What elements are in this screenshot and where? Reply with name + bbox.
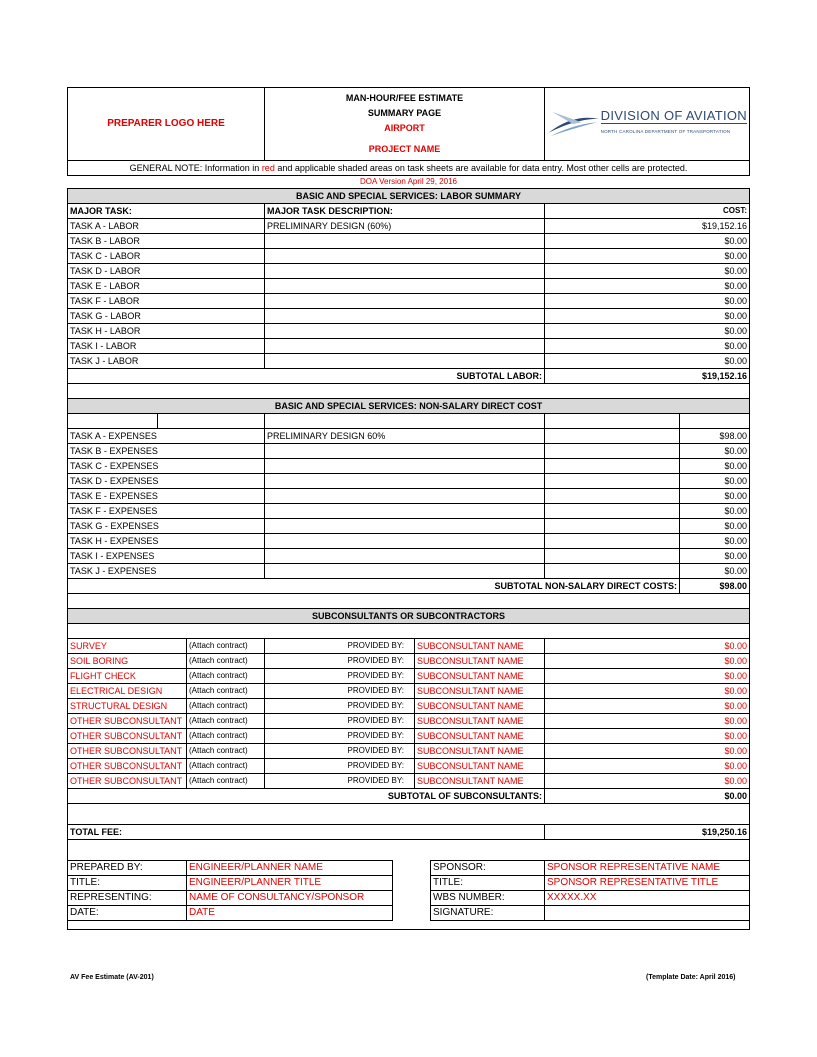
table-row bbox=[68, 294, 750, 309]
signoff-right-label: SIGNATURE: bbox=[431, 906, 545, 921]
provided-by-label: PROVIDED BY: bbox=[265, 759, 415, 774]
signoff-left-value[interactable]: DATE bbox=[187, 906, 393, 921]
project-name: PROJECT NAME bbox=[368, 144, 441, 154]
expense-cost: $0.00 bbox=[680, 549, 750, 564]
sub-provider[interactable]: SUBCONSULTANT NAME bbox=[415, 684, 545, 699]
sub-provider[interactable]: SUBCONSULTANT NAME bbox=[415, 759, 545, 774]
table-row bbox=[68, 324, 750, 339]
table-row bbox=[68, 759, 750, 774]
doa-logo bbox=[547, 88, 747, 160]
expense-task: TASK C - EXPENSES bbox=[68, 459, 265, 474]
labor-desc[interactable] bbox=[265, 339, 545, 354]
table-row bbox=[68, 861, 750, 876]
sub-provider[interactable]: SUBCONSULTANT NAME bbox=[415, 729, 545, 744]
labor-task: TASK A - LABOR bbox=[68, 219, 265, 234]
expense-desc[interactable] bbox=[265, 564, 545, 579]
labor-task: TASK I - LABOR bbox=[68, 339, 265, 354]
total-fee-label: TOTAL FEE: bbox=[68, 825, 545, 840]
sub-type[interactable]: OTHER SUBCONSULTANT bbox=[68, 744, 187, 759]
expense-note[interactable] bbox=[545, 534, 680, 549]
signoff-left-label: PREPARED BY: bbox=[68, 861, 187, 876]
signoff-right-value[interactable]: SPONSOR REPRESENTATIVE NAME bbox=[545, 861, 750, 876]
expense-note[interactable] bbox=[545, 489, 680, 504]
doa-logo-text: DIVISION OF AVIATION bbox=[600, 108, 747, 123]
table-row bbox=[68, 729, 750, 744]
sub-cost[interactable]: $0.00 bbox=[545, 729, 750, 744]
attach-contract-note: (Attach contract) bbox=[187, 759, 265, 774]
expense-cost: $0.00 bbox=[680, 504, 750, 519]
table-row bbox=[68, 309, 750, 324]
labor-task: TASK B - LABOR bbox=[68, 234, 265, 249]
attach-contract-note: (Attach contract) bbox=[187, 669, 265, 684]
attach-contract-note: (Attach contract) bbox=[187, 639, 265, 654]
title-line2: SUMMARY PAGE bbox=[367, 108, 442, 118]
expense-cost: $0.00 bbox=[680, 459, 750, 474]
attach-contract-note: (Attach contract) bbox=[187, 774, 265, 789]
expense-cost: $98.00 bbox=[680, 429, 750, 444]
labor-cost: $0.00 bbox=[545, 249, 750, 264]
expense-cost: $0.00 bbox=[680, 444, 750, 459]
sub-cost[interactable]: $0.00 bbox=[545, 744, 750, 759]
expense-note[interactable] bbox=[545, 459, 680, 474]
expense-task: TASK H - EXPENSES bbox=[68, 534, 265, 549]
labor-cost: $0.00 bbox=[545, 339, 750, 354]
labor-subtotal: $19,152.16 bbox=[545, 369, 750, 384]
table-row bbox=[68, 744, 750, 759]
expense-note[interactable] bbox=[545, 474, 680, 489]
expenses-subtotal: $98.00 bbox=[680, 579, 750, 594]
labor-desc[interactable] bbox=[265, 264, 545, 279]
sub-type[interactable]: SURVEY bbox=[68, 639, 187, 654]
table-row bbox=[68, 234, 750, 249]
sub-cost[interactable]: $0.00 bbox=[545, 684, 750, 699]
provided-by-label: PROVIDED BY: bbox=[265, 744, 415, 759]
table-row bbox=[68, 906, 750, 921]
sub-provider[interactable]: SUBCONSULTANT NAME bbox=[415, 669, 545, 684]
sub-provider[interactable]: SUBCONSULTANT NAME bbox=[415, 654, 545, 669]
table-row bbox=[68, 684, 750, 699]
table-row bbox=[68, 459, 750, 474]
labor-col-desc: MAJOR TASK DESCRIPTION: bbox=[265, 204, 545, 219]
labor-col-cost: COST: bbox=[545, 204, 750, 219]
attach-contract-note: (Attach contract) bbox=[187, 729, 265, 744]
signoff-right-value[interactable]: XXXXX.XX bbox=[545, 891, 750, 906]
attach-contract-note: (Attach contract) bbox=[187, 699, 265, 714]
subs-rows bbox=[68, 639, 750, 789]
table-row bbox=[68, 489, 750, 504]
expense-desc[interactable] bbox=[265, 504, 545, 519]
signoff-left-value[interactable]: ENGINEER/PLANNER TITLE bbox=[187, 876, 393, 891]
table-row bbox=[68, 474, 750, 489]
attach-contract-note: (Attach contract) bbox=[187, 744, 265, 759]
expense-cost: $0.00 bbox=[680, 489, 750, 504]
fee-estimate-sheet bbox=[67, 87, 749, 930]
sub-type[interactable]: ELECTRICAL DESIGN bbox=[68, 684, 187, 699]
preparer-logo-placeholder: PREPARER LOGO HERE bbox=[68, 88, 265, 161]
signoff-left-label: TITLE: bbox=[68, 876, 187, 891]
sub-cost[interactable]: $0.00 bbox=[545, 654, 750, 669]
provided-by-label: PROVIDED BY: bbox=[265, 639, 415, 654]
table-row bbox=[68, 714, 750, 729]
labor-task: TASK J - LABOR bbox=[68, 354, 265, 369]
total-fee-value: $19,250.16 bbox=[545, 825, 750, 840]
expense-desc[interactable] bbox=[265, 444, 545, 459]
general-note: GENERAL NOTE: Information in red and applicable shaded areas on task sheets are available for data entry. Most other cells are protected. bbox=[68, 161, 750, 176]
labor-desc[interactable] bbox=[265, 309, 545, 324]
provided-by-label: PROVIDED BY: bbox=[265, 699, 415, 714]
labor-task: TASK H - LABOR bbox=[68, 324, 265, 339]
header-table bbox=[67, 87, 750, 188]
title-line1: MAN-HOUR/FEE ESTIMATE bbox=[345, 93, 464, 103]
expense-desc[interactable] bbox=[265, 519, 545, 534]
expense-note[interactable] bbox=[545, 429, 680, 444]
expense-task: TASK G - EXPENSES bbox=[68, 519, 265, 534]
doa-logo-cell bbox=[545, 88, 750, 161]
expense-note[interactable] bbox=[545, 504, 680, 519]
labor-task: TASK D - LABOR bbox=[68, 264, 265, 279]
sub-type[interactable]: SOIL BORING bbox=[68, 654, 187, 669]
sub-provider[interactable]: SUBCONSULTANT NAME bbox=[415, 714, 545, 729]
table-row bbox=[68, 429, 750, 444]
sub-type[interactable]: OTHER SUBCONSULTANT bbox=[68, 714, 187, 729]
expense-desc[interactable] bbox=[265, 549, 545, 564]
labor-cost: $0.00 bbox=[545, 324, 750, 339]
signoff-right-label: SPONSOR: bbox=[431, 861, 545, 876]
footer-template-date: (Template Date: April 2016) bbox=[646, 974, 736, 981]
labor-desc[interactable]: PRELIMINARY DESIGN (60%) bbox=[265, 219, 545, 234]
table-row bbox=[68, 444, 750, 459]
sub-provider[interactable]: SUBCONSULTANT NAME bbox=[415, 744, 545, 759]
expense-cost: $0.00 bbox=[680, 474, 750, 489]
labor-task: TASK F - LABOR bbox=[68, 294, 265, 309]
expense-task: TASK E - EXPENSES bbox=[68, 489, 265, 504]
sub-type[interactable]: OTHER SUBCONSULTANT bbox=[68, 759, 187, 774]
sub-cost[interactable]: $0.00 bbox=[545, 774, 750, 789]
sub-cost[interactable]: $0.00 bbox=[545, 714, 750, 729]
sub-type[interactable]: STRUCTURAL DESIGN bbox=[68, 699, 187, 714]
labor-cost: $0.00 bbox=[545, 309, 750, 324]
subs-subtotal-label: SUBTOTAL OF SUBCONSULTANTS: bbox=[265, 789, 545, 804]
attach-contract-note: (Attach contract) bbox=[187, 714, 265, 729]
labor-rows bbox=[68, 219, 750, 369]
labor-section-title: BASIC AND SPECIAL SERVICES: LABOR SUMMARY bbox=[68, 189, 750, 204]
table-row bbox=[68, 549, 750, 564]
signoff-left-label: REPRESENTING: bbox=[68, 891, 187, 906]
labor-cost: $19,152.16 bbox=[545, 219, 750, 234]
table-row bbox=[68, 264, 750, 279]
table-row bbox=[68, 504, 750, 519]
general-note-red-word: red bbox=[261, 163, 275, 173]
expense-desc[interactable] bbox=[265, 474, 545, 489]
table-row bbox=[68, 219, 750, 234]
expense-cost: $0.00 bbox=[680, 519, 750, 534]
sub-provider[interactable]: SUBCONSULTANT NAME bbox=[415, 774, 545, 789]
plane-swoosh-icon bbox=[547, 104, 601, 144]
labor-task: TASK C - LABOR bbox=[68, 249, 265, 264]
provided-by-label: PROVIDED BY: bbox=[265, 774, 415, 789]
sub-type[interactable]: OTHER SUBCONSULTANT bbox=[68, 729, 187, 744]
expense-task: TASK I - EXPENSES bbox=[68, 549, 265, 564]
expense-note[interactable] bbox=[545, 519, 680, 534]
sub-type[interactable]: FLIGHT CHECK bbox=[68, 669, 187, 684]
table-row bbox=[68, 639, 750, 654]
labor-cost: $0.00 bbox=[545, 279, 750, 294]
signoff-table bbox=[67, 860, 750, 930]
expense-task: TASK D - EXPENSES bbox=[68, 474, 265, 489]
sub-type[interactable]: OTHER SUBCONSULTANT bbox=[68, 774, 187, 789]
expenses-table bbox=[67, 398, 750, 608]
labor-task: TASK G - LABOR bbox=[68, 309, 265, 324]
title-block bbox=[265, 88, 545, 161]
table-row bbox=[68, 774, 750, 789]
expense-note[interactable] bbox=[545, 564, 680, 579]
expense-desc[interactable] bbox=[265, 459, 545, 474]
footer-form-id: AV Fee Estimate (AV-201) bbox=[70, 974, 154, 981]
labor-desc[interactable] bbox=[265, 354, 545, 369]
provided-by-label: PROVIDED BY: bbox=[265, 669, 415, 684]
signoff-left-value[interactable]: ENGINEER/PLANNER NAME bbox=[187, 861, 393, 876]
labor-table bbox=[67, 188, 750, 398]
expense-rows bbox=[68, 429, 750, 579]
airport-name: AIRPORT bbox=[384, 123, 425, 133]
table-row bbox=[68, 534, 750, 549]
expense-desc[interactable] bbox=[265, 534, 545, 549]
labor-desc[interactable] bbox=[265, 294, 545, 309]
signoff-right-value[interactable] bbox=[545, 906, 750, 921]
labor-desc[interactable] bbox=[265, 249, 545, 264]
sub-cost[interactable]: $0.00 bbox=[545, 639, 750, 654]
sub-cost[interactable]: $0.00 bbox=[545, 699, 750, 714]
provided-by-label: PROVIDED BY: bbox=[265, 684, 415, 699]
labor-cost: $0.00 bbox=[545, 354, 750, 369]
signoff-rows bbox=[68, 861, 750, 921]
signoff-right-value[interactable]: SPONSOR REPRESENTATIVE TITLE bbox=[545, 876, 750, 891]
table-row bbox=[68, 669, 750, 684]
attach-contract-note: (Attach contract) bbox=[187, 684, 265, 699]
labor-desc[interactable] bbox=[265, 324, 545, 339]
provided-by-label: PROVIDED BY: bbox=[265, 729, 415, 744]
table-row bbox=[68, 654, 750, 669]
provided-by-label: PROVIDED BY: bbox=[265, 714, 415, 729]
expense-cost: $0.00 bbox=[680, 534, 750, 549]
expense-desc[interactable] bbox=[265, 489, 545, 504]
labor-cost: $0.00 bbox=[545, 234, 750, 249]
subs-subtotal: $0.00 bbox=[545, 789, 750, 804]
expense-note[interactable] bbox=[545, 549, 680, 564]
expense-task: TASK F - EXPENSES bbox=[68, 504, 265, 519]
expenses-subtotal-label: SUBTOTAL NON-SALARY DIRECT COSTS: bbox=[265, 579, 680, 594]
table-row bbox=[68, 339, 750, 354]
sub-cost[interactable]: $0.00 bbox=[545, 759, 750, 774]
table-row bbox=[68, 249, 750, 264]
expense-note[interactable] bbox=[545, 444, 680, 459]
table-row bbox=[68, 876, 750, 891]
signoff-right-label: WBS NUMBER: bbox=[431, 891, 545, 906]
subs-table bbox=[67, 608, 750, 860]
labor-desc[interactable] bbox=[265, 279, 545, 294]
expense-task: TASK A - EXPENSES bbox=[68, 429, 265, 444]
provided-by-label: PROVIDED BY: bbox=[265, 654, 415, 669]
table-row bbox=[68, 891, 750, 906]
sub-cost[interactable]: $0.00 bbox=[545, 669, 750, 684]
subs-section-title: SUBCONSULTANTS OR SUBCONTRACTORS bbox=[68, 609, 750, 624]
table-row bbox=[68, 354, 750, 369]
sub-provider[interactable]: SUBCONSULTANT NAME bbox=[415, 639, 545, 654]
table-row bbox=[68, 564, 750, 579]
labor-cost: $0.00 bbox=[545, 294, 750, 309]
labor-desc[interactable] bbox=[265, 234, 545, 249]
signoff-left-value[interactable]: NAME OF CONSULTANCY/SPONSOR bbox=[187, 891, 393, 906]
labor-task: TASK E - LABOR bbox=[68, 279, 265, 294]
table-row bbox=[68, 279, 750, 294]
signoff-right-label: TITLE: bbox=[431, 876, 545, 891]
expense-task: TASK J - EXPENSES bbox=[68, 564, 265, 579]
expense-desc[interactable]: PRELIMINARY DESIGN 60% bbox=[265, 429, 545, 444]
expenses-section-title: BASIC AND SPECIAL SERVICES: NON-SALARY DIRECT COST bbox=[68, 399, 750, 414]
expense-task: TASK B - EXPENSES bbox=[68, 444, 265, 459]
signoff-left-label: DATE: bbox=[68, 906, 187, 921]
labor-cost: $0.00 bbox=[545, 264, 750, 279]
labor-col-task: MAJOR TASK: bbox=[68, 204, 265, 219]
sub-provider[interactable]: SUBCONSULTANT NAME bbox=[415, 699, 545, 714]
version-label: DOA Version April 29, 2016 bbox=[360, 177, 457, 186]
expense-cost: $0.00 bbox=[680, 564, 750, 579]
doa-logo-subtext: NORTH CAROLINA DEPARTMENT OF TRANSPORTATION bbox=[601, 123, 747, 139]
labor-subtotal-label: SUBTOTAL LABOR: bbox=[456, 371, 542, 381]
attach-contract-note: (Attach contract) bbox=[187, 654, 265, 669]
table-row bbox=[68, 699, 750, 714]
table-row bbox=[68, 519, 750, 534]
